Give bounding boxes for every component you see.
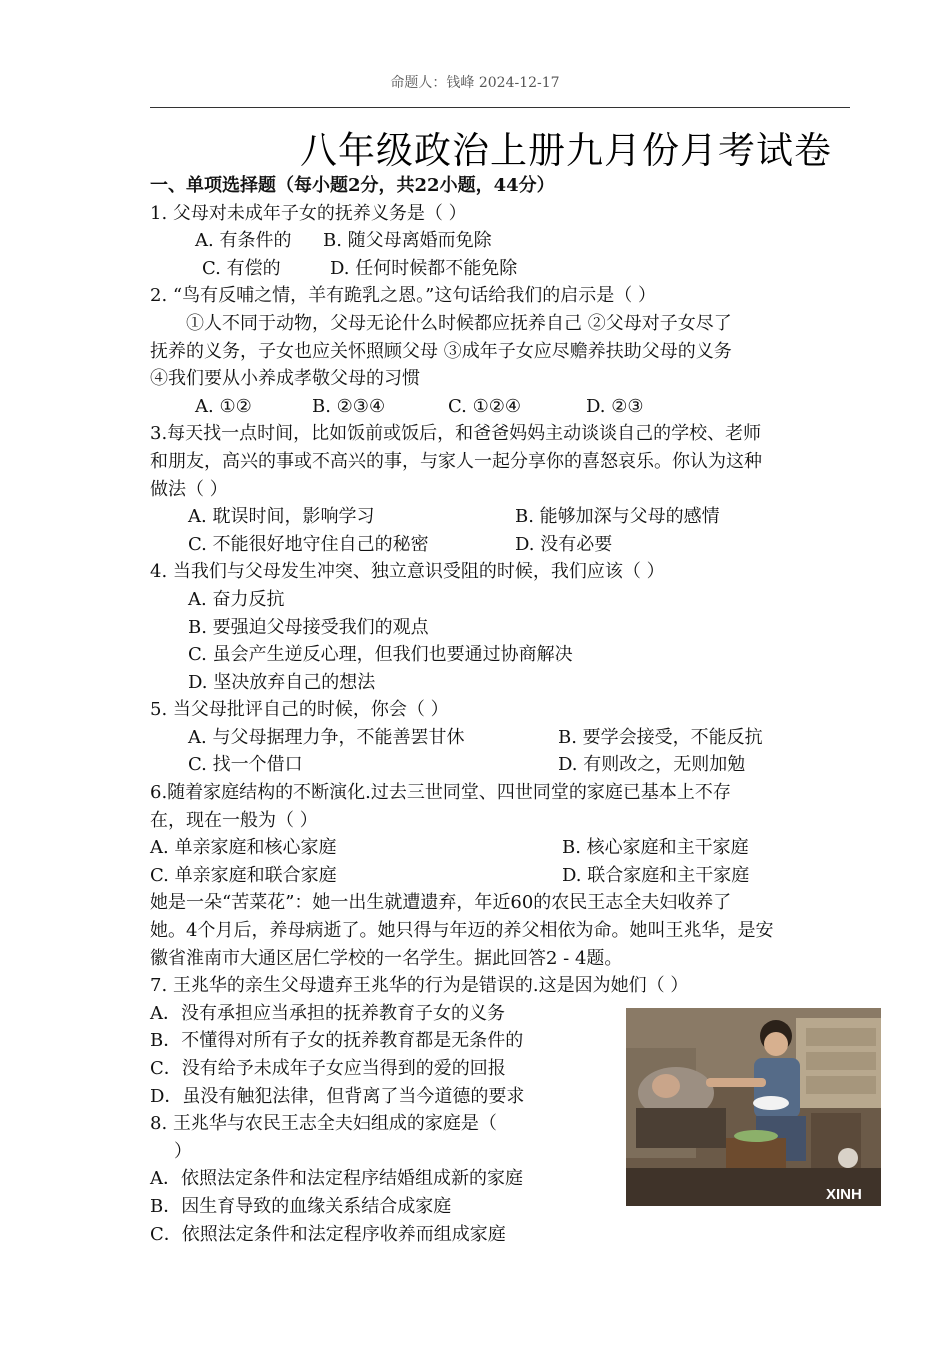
question-3-options-row2: [150, 531, 855, 559]
passage-line: 徽省淮南市大通区居仁学校的一名学生。据此回答2 - 4题。: [150, 947, 623, 969]
passage-line: 她。4个月后，养母病逝了。她只得与年迈的养父相依为命。她叫王兆华，是安: [150, 920, 774, 942]
question-4-stem: 4. 当我们与父母发生冲突、独立意识受阻的时候，我们应该（ ）: [150, 561, 665, 583]
option-a: A. 奋力反抗: [188, 588, 285, 610]
option-a: A. 有条件的: [195, 230, 292, 252]
question-5-options-row1: [150, 724, 855, 752]
option-c: C. 有偿的: [202, 257, 281, 279]
option-a: A. 单亲家庭和核心家庭: [150, 837, 337, 859]
question-8-stem-cont: ）: [174, 1140, 192, 1162]
question-3-line: 3.每天找一点时间，比如饭前或饭后，和爸爸妈妈主动谈谈自己的学校、老师: [150, 423, 762, 445]
option-b: B. 能够加深与父母的感情: [515, 506, 720, 528]
option-b: B．因生育导致的血缘关系结合成家庭: [150, 1195, 452, 1217]
option-c: C．没有给予未成年子女应当得到的爱的回报: [150, 1058, 506, 1079]
option-a: A. 与父母据理力争，不能善罢甘休: [188, 726, 465, 748]
option-d: D. ②③: [586, 395, 644, 417]
question-5-stem: 5. 当父母批评自己的时候，你会（ ）: [150, 699, 449, 721]
question-6-options-row2: [150, 862, 855, 890]
question-3-options-row1: [150, 503, 855, 531]
option-d: D. 任何时候都不能免除: [330, 257, 518, 279]
option-b: B．不懂得对所有子女的抚养教育都是无条件的: [150, 1030, 524, 1052]
question-7-stem: 7. 王兆华的亲生父母遗弃王兆华的行为是错误的.这是因为她们（ ）: [150, 975, 689, 997]
option-d: D. 坚决放弃自己的想法: [188, 671, 376, 693]
question-3-line: 和朋友，高兴的事或不高兴的事，与家人一起分享你的喜怒哀乐。你认为这种: [150, 450, 762, 472]
option-c: C. 单亲家庭和联合家庭: [150, 864, 337, 886]
option-c: C. 找一个借口: [188, 754, 303, 776]
option-a: A. 耽误时间，影响学习: [188, 506, 375, 528]
option-b: B. 要强迫父母接受我们的观点: [188, 616, 429, 638]
question-2-line: 抚养的义务，子女也应关怀照顾父母 ③成年子女应尽赡养扶助父母的义务: [150, 340, 732, 362]
option-d: D. 没有必要: [515, 533, 613, 555]
photo-watermark: XINH: [826, 1186, 862, 1203]
option-c: C. 不能很好地守住自己的秘密: [188, 533, 429, 555]
option-b: B. 要学会接受，不能反抗: [558, 726, 763, 748]
page-title: 八年级政治上册九月份月考试卷: [300, 129, 832, 172]
page-header: 命题人：钱峰 2024-12-17: [390, 75, 560, 91]
option-a: A. ①②: [195, 395, 252, 417]
option-b: B. 随父母离婚而免除: [323, 230, 492, 252]
option-c: C. ①②④: [448, 395, 521, 417]
question-1-options-row1: [150, 227, 855, 255]
section-heading: 一、单项选择题（每小题2分，共22小题，44分）: [150, 175, 555, 196]
option-b: B. 核心家庭和主干家庭: [562, 837, 749, 859]
passage-line: 她是一朵“苦菜花”：她一出生就遭遗弃，年近60的农民王志全夫妇收养了: [150, 892, 732, 914]
question-8-stem: 8. 王兆华与农民王志全夫妇组成的家庭是（: [150, 1113, 497, 1135]
question-2-line: ④我们要从小养成孝敬父母的习惯: [150, 368, 420, 390]
question-3-line: 做法（ ）: [150, 478, 228, 500]
question-6-options-row1: [150, 834, 855, 862]
option-c: C．依照法定条件和法定程序收养而组成家庭: [150, 1223, 506, 1245]
question-1-options-row2: [150, 255, 855, 283]
question-1-stem: 1. 父母对未成年子女的抚养义务是（ ）: [150, 202, 467, 224]
question-2-line: ①人不同于动物，父母无论什么时候都应抚养自己 ②父母对子女尽了: [186, 312, 732, 334]
option-b: B. ②③④: [312, 395, 386, 417]
option-d: D．虽没有触犯法律，但背离了当今道德的要求: [150, 1085, 525, 1107]
option-a: A．依照法定条件和法定程序结婚组成新的家庭: [150, 1168, 523, 1190]
option-d: D. 有则改之，无则加勉: [558, 754, 746, 776]
option-c: C. 虽会产生逆反心理，但我们也要通过协商解决: [188, 644, 573, 666]
question-2-options: [150, 393, 855, 421]
option-a: A．没有承担应当承担的抚养教育子女的义务: [150, 1002, 505, 1024]
question-6-line: 6.随着家庭结构的不断演化.过去三世同堂、四世同堂的家庭已基本上不存: [150, 782, 731, 804]
question-6-line: 在，现在一般为（ ）: [150, 809, 318, 831]
option-d: D. 联合家庭和主干家庭: [562, 864, 750, 886]
question-5-options-row2: [150, 751, 855, 779]
header-divider: [150, 107, 850, 108]
question-2-stem: 2. “鸟有反哺之情，羊有跪乳之恩。”这句话给我们的启示是（ ）: [150, 285, 657, 307]
news-photo: [626, 1008, 881, 1206]
